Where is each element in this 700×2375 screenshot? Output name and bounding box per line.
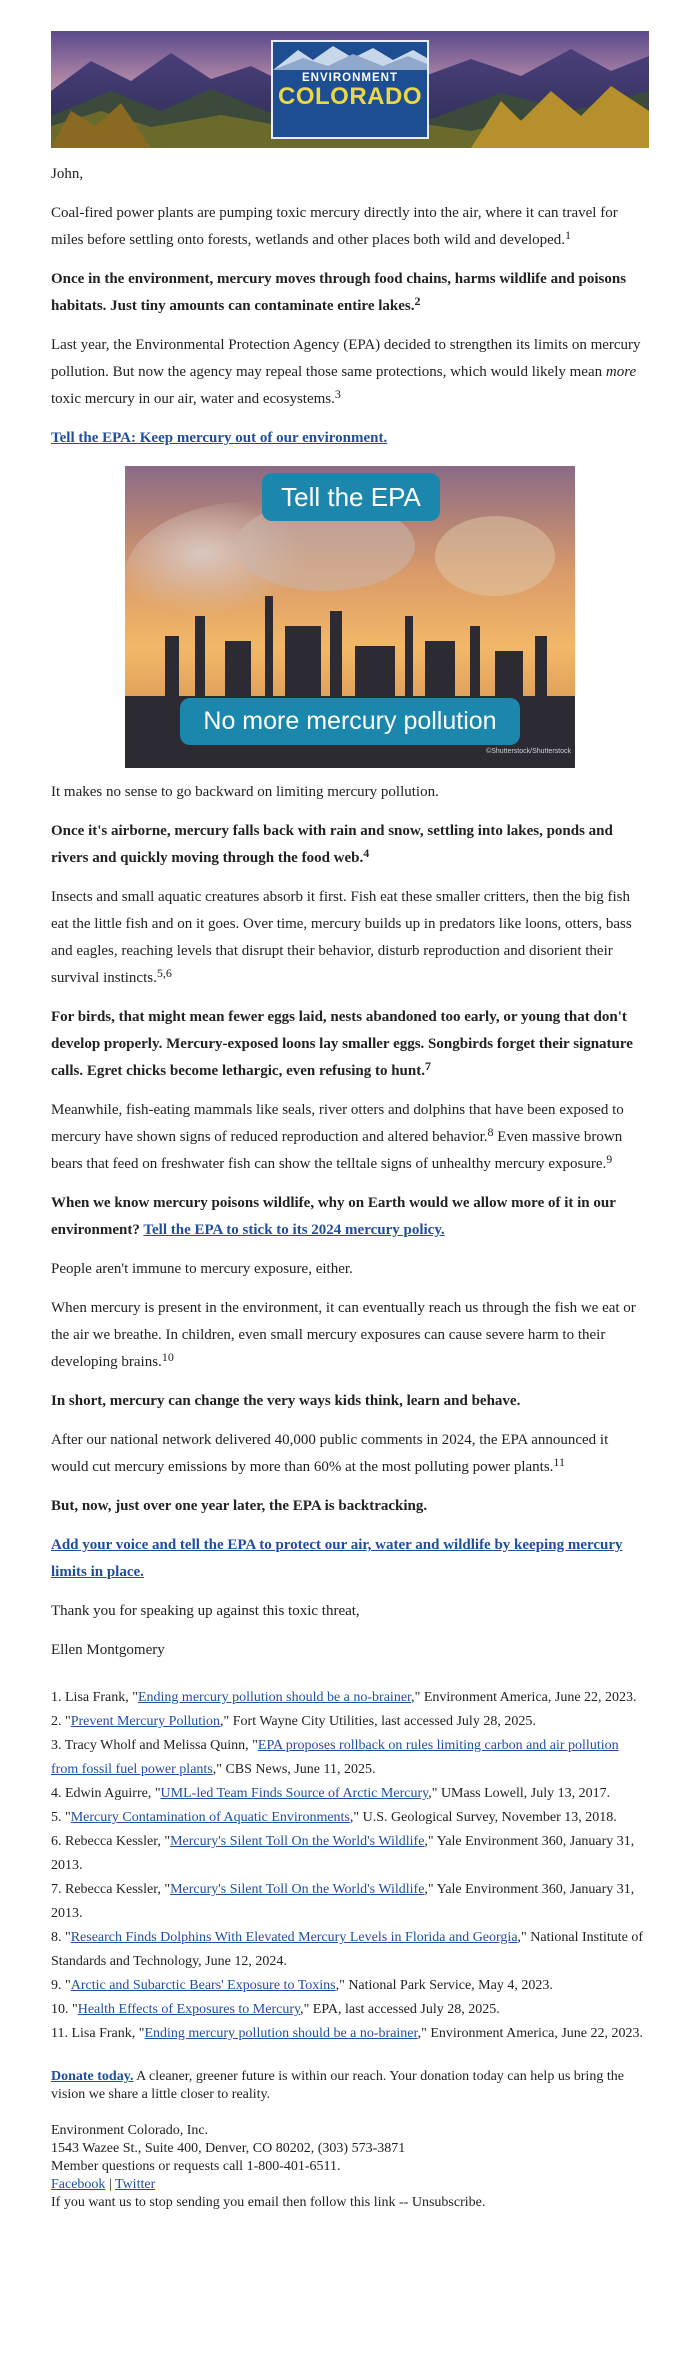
reference-item: 5. "Mercury Contamination of Aquatic Environments," U.S. Geological Survey, November 13, 2018. [51,1810,617,1825]
paragraph-2 [51,266,649,320]
p7-text: For birds, that might mean fewer eggs laid, nests abandoned too early, or young that don't develop properly. Mercury-exposed loons lay smaller eggs. Songbirds forget their signature calls. Egret chicks become lethargic, even refusing to hunt. [51,1009,633,1079]
cta-link-stick-to-policy[interactable]: Tell the EPA to stick to its 2024 mercury policy. [143,1222,445,1238]
p5-text: Once it's airborne, mercury falls back with rain and snow, settling into lakes, ponds and rivers and quickly moving through the food web. [51,823,613,866]
twitter-link[interactable]: Twitter [115,2177,156,2192]
environment-colorado-logo [271,40,429,139]
signature: Ellen Montgomery [51,1642,165,1658]
p8-text-b: Even massive brown bears that feed on freshwater fish can show the telltale signs of unhealthy mercury exposure. [51,1129,623,1172]
reference-link[interactable]: Mercury Contamination of Aquatic Environments [70,1810,350,1825]
footnote-ref: 9 [606,1152,613,1166]
paragraph-4: It makes no sense to go backward on limiting mercury pollution. [51,784,439,800]
paragraph-6 [51,884,649,992]
reference-item: 2. "Prevent Mercury Pollution," Fort Wayne City Utilities, last accessed July 28, 2025. [51,1714,536,1729]
org-address: 1543 Wazee St., Suite 400, Denver, CO 80202, (303) 573-3871 [51,2141,406,2156]
member-line: Member questions or requests call 1-800-401-6511. [51,2159,341,2174]
social-links: Facebook | Twitter [51,2177,156,2192]
cta-link-keep-mercury-out[interactable]: Tell the EPA: Keep mercury out of our environment. [51,430,388,446]
p3-text-a: Last year, the Environmental Protection Agency (EPA) decided to strengthen its limits on mercury pollution. But now the agency may repeal those same protections, which would likely mean [51,337,641,380]
p3-text-b: toxic mercury in our air, water and ecosystems. [51,391,335,407]
paragraph-8 [51,1097,649,1178]
reference-item: 7. Rebecca Kessler, "Mercury's Silent Toll On the World's Wildlife," Yale Environment 360, January 31, 2013. [51,1882,635,1921]
paragraph-3 [51,332,649,413]
footnote-ref: 8 [487,1125,494,1139]
footnote-ref: 10 [161,1350,174,1364]
footnote-ref: 11 [553,1455,565,1469]
p8-text-a: Meanwhile, fish-eating mammals like seals, river otters and dolphins that have been exposed to mercury have shown signs of reduced reproduction and altered behavior. [51,1102,624,1145]
logo-mountains-icon [273,42,427,70]
reference-link[interactable]: UML-led Team Finds Source of Arctic Mercury [160,1786,429,1801]
donate-text: A cleaner, greener future is within our reach. Your donation today can help us bring the vision we share a little closer to reality. [51,2069,624,2102]
reference-item: 3. Tracy Wholf and Melissa Quinn, "EPA proposes rollback on rules limiting carbon and air pollution from fossil fuel power plants," CBS News, June 11, 2025. [51,1738,619,1777]
header-banner [51,31,649,148]
footnote-ref: 7 [425,1059,431,1073]
logo-line2: COLORADO [278,83,422,110]
thanks-line: Thank you for speaking up against this toxic threat, [51,1603,360,1619]
paragraph-13 [51,1427,649,1481]
reference-item: 1. Lisa Frank, "Ending mercury pollution should be a no-brainer," Environment America, June 22, 2023. [51,1690,637,1705]
donate-paragraph [51,2068,649,2104]
reference-link[interactable]: Mercury's Silent Toll On the World's Wildlife [170,1882,425,1897]
reference-item: 6. Rebecca Kessler, "Mercury's Silent Toll On the World's Wildlife," Yale Environment 360, January 31, 2013. [51,1834,635,1873]
paragraph-12: In short, mercury can change the very ways kids think, learn and behave. [51,1393,521,1409]
footnote-ref: 3 [334,387,341,401]
image-credit: ©Shutterstock/Shutterstock [486,748,571,755]
reference-link[interactable]: Mercury's Silent Toll On the World's Wildlife [170,1834,425,1849]
reference-item: 9. "Arctic and Subarctic Bears' Exposure to Toxins," National Park Service, May 4, 2023. [51,1978,553,1993]
reference-item: 11. Lisa Frank, "Ending mercury pollution should be a no-brainer," Environment America, June 22, 2023. [51,2026,644,2041]
p1-text: Coal-fired power plants are pumping toxic mercury directly into the air, where it can travel for miles before settling onto forests, wetlands and other places both wild and developed. [51,205,618,248]
paragraph-14: But, now, just over one year later, the EPA is backtracking. [51,1498,428,1514]
reference-link[interactable]: Arctic and Subarctic Bears' Exposure to Toxins [70,1978,336,1993]
footnote-ref: 2 [414,294,421,308]
reference-link[interactable]: Ending mercury pollution should be a no-brainer [144,2026,418,2041]
reference-link[interactable]: Ending mercury pollution should be a no-brainer [137,1690,412,1705]
footnote-ref: 5,6 [156,966,172,980]
banner-bottom-label: No more mercury pollution [180,698,520,745]
paragraph-11 [51,1295,649,1376]
reference-item: 4. Edwin Aguirre, "UML-led Team Finds Source of Arctic Mercury," UMass Lowell, July 13, 2017. [51,1786,611,1801]
reference-link[interactable]: EPA proposes rollback on rules limiting carbon and air pollution from fossil fuel power plants [51,1738,619,1777]
tell-the-epa-image[interactable] [125,466,575,768]
p11-text: When mercury is present in the environment, it can eventually reach us through the fish we eat or the air we breathe. In children, even small mercury exposures can cause severe harm to their developing brains. [51,1300,636,1370]
p13-text: After our national network delivered 40,000 public comments in 2024, the EPA announced it would cut mercury emissions by more than 60% at the most polluting power plants. [51,1432,609,1475]
facebook-link[interactable]: Facebook [51,2177,106,2192]
logo-line1: ENVIRONMENT [302,72,398,84]
reference-link[interactable]: Health Effects of Exposures to Mercury [77,2002,301,2017]
p9-text: When we know mercury poisons wildlife, why on Earth would we allow more of it in our environment? [51,1195,616,1238]
paragraph-5 [51,818,649,872]
email-body [51,31,649,2212]
reference-link[interactable]: Prevent Mercury Pollution [70,1714,221,1729]
unsubscribe-line[interactable]: If you want us to stop sending you email then follow this link -- Unsubscribe. [51,2195,486,2210]
footer [51,2068,649,2212]
donate-link[interactable]: Donate today. [51,2069,134,2084]
paragraph-1 [51,200,649,254]
reference-item: 8. "Research Finds Dolphins With Elevated Mercury Levels in Florida and Georgia," National Institute of Standards and Technology, June 12, 2024. [51,1930,644,1969]
footnote-ref: 1 [565,228,572,242]
p2-text: Once in the environment, mercury moves through food chains, harms wildlife and poisons habitats. Just tiny amounts can contaminate entire lakes. [51,271,627,314]
banner-top-label: Tell the EPA [262,473,440,521]
paragraph-7 [51,1004,649,1085]
footnote-ref: 4 [363,846,370,860]
paragraph-10: People aren't immune to mercury exposure, either. [51,1261,353,1277]
references-list [51,1686,649,2046]
p3-emphasis: more [605,364,637,380]
paragraph-9 [51,1190,649,1244]
org-name: Environment Colorado, Inc. [51,2123,209,2138]
cta-link-add-your-voice[interactable]: Add your voice and tell the EPA to protect our air, water and wildlife by keeping mercury limits in place. [51,1537,623,1580]
p6-text: Insects and small aquatic creatures absorb it first. Fish eat these smaller critters, then the big fish eat the little fish and on it goes. Over time, mercury builds up in predators like loons, otters, bass and eagles, reaching levels that disrupt their behavior, disturb reproduction and disorient their survival instincts. [51,889,632,986]
reference-item: 10. "Health Effects of Exposures to Mercury," EPA, last accessed July 28, 2025. [51,2002,500,2017]
greeting: John, [51,166,84,182]
reference-link[interactable]: Research Finds Dolphins With Elevated Mercury Levels in Florida and Georgia [70,1930,518,1945]
